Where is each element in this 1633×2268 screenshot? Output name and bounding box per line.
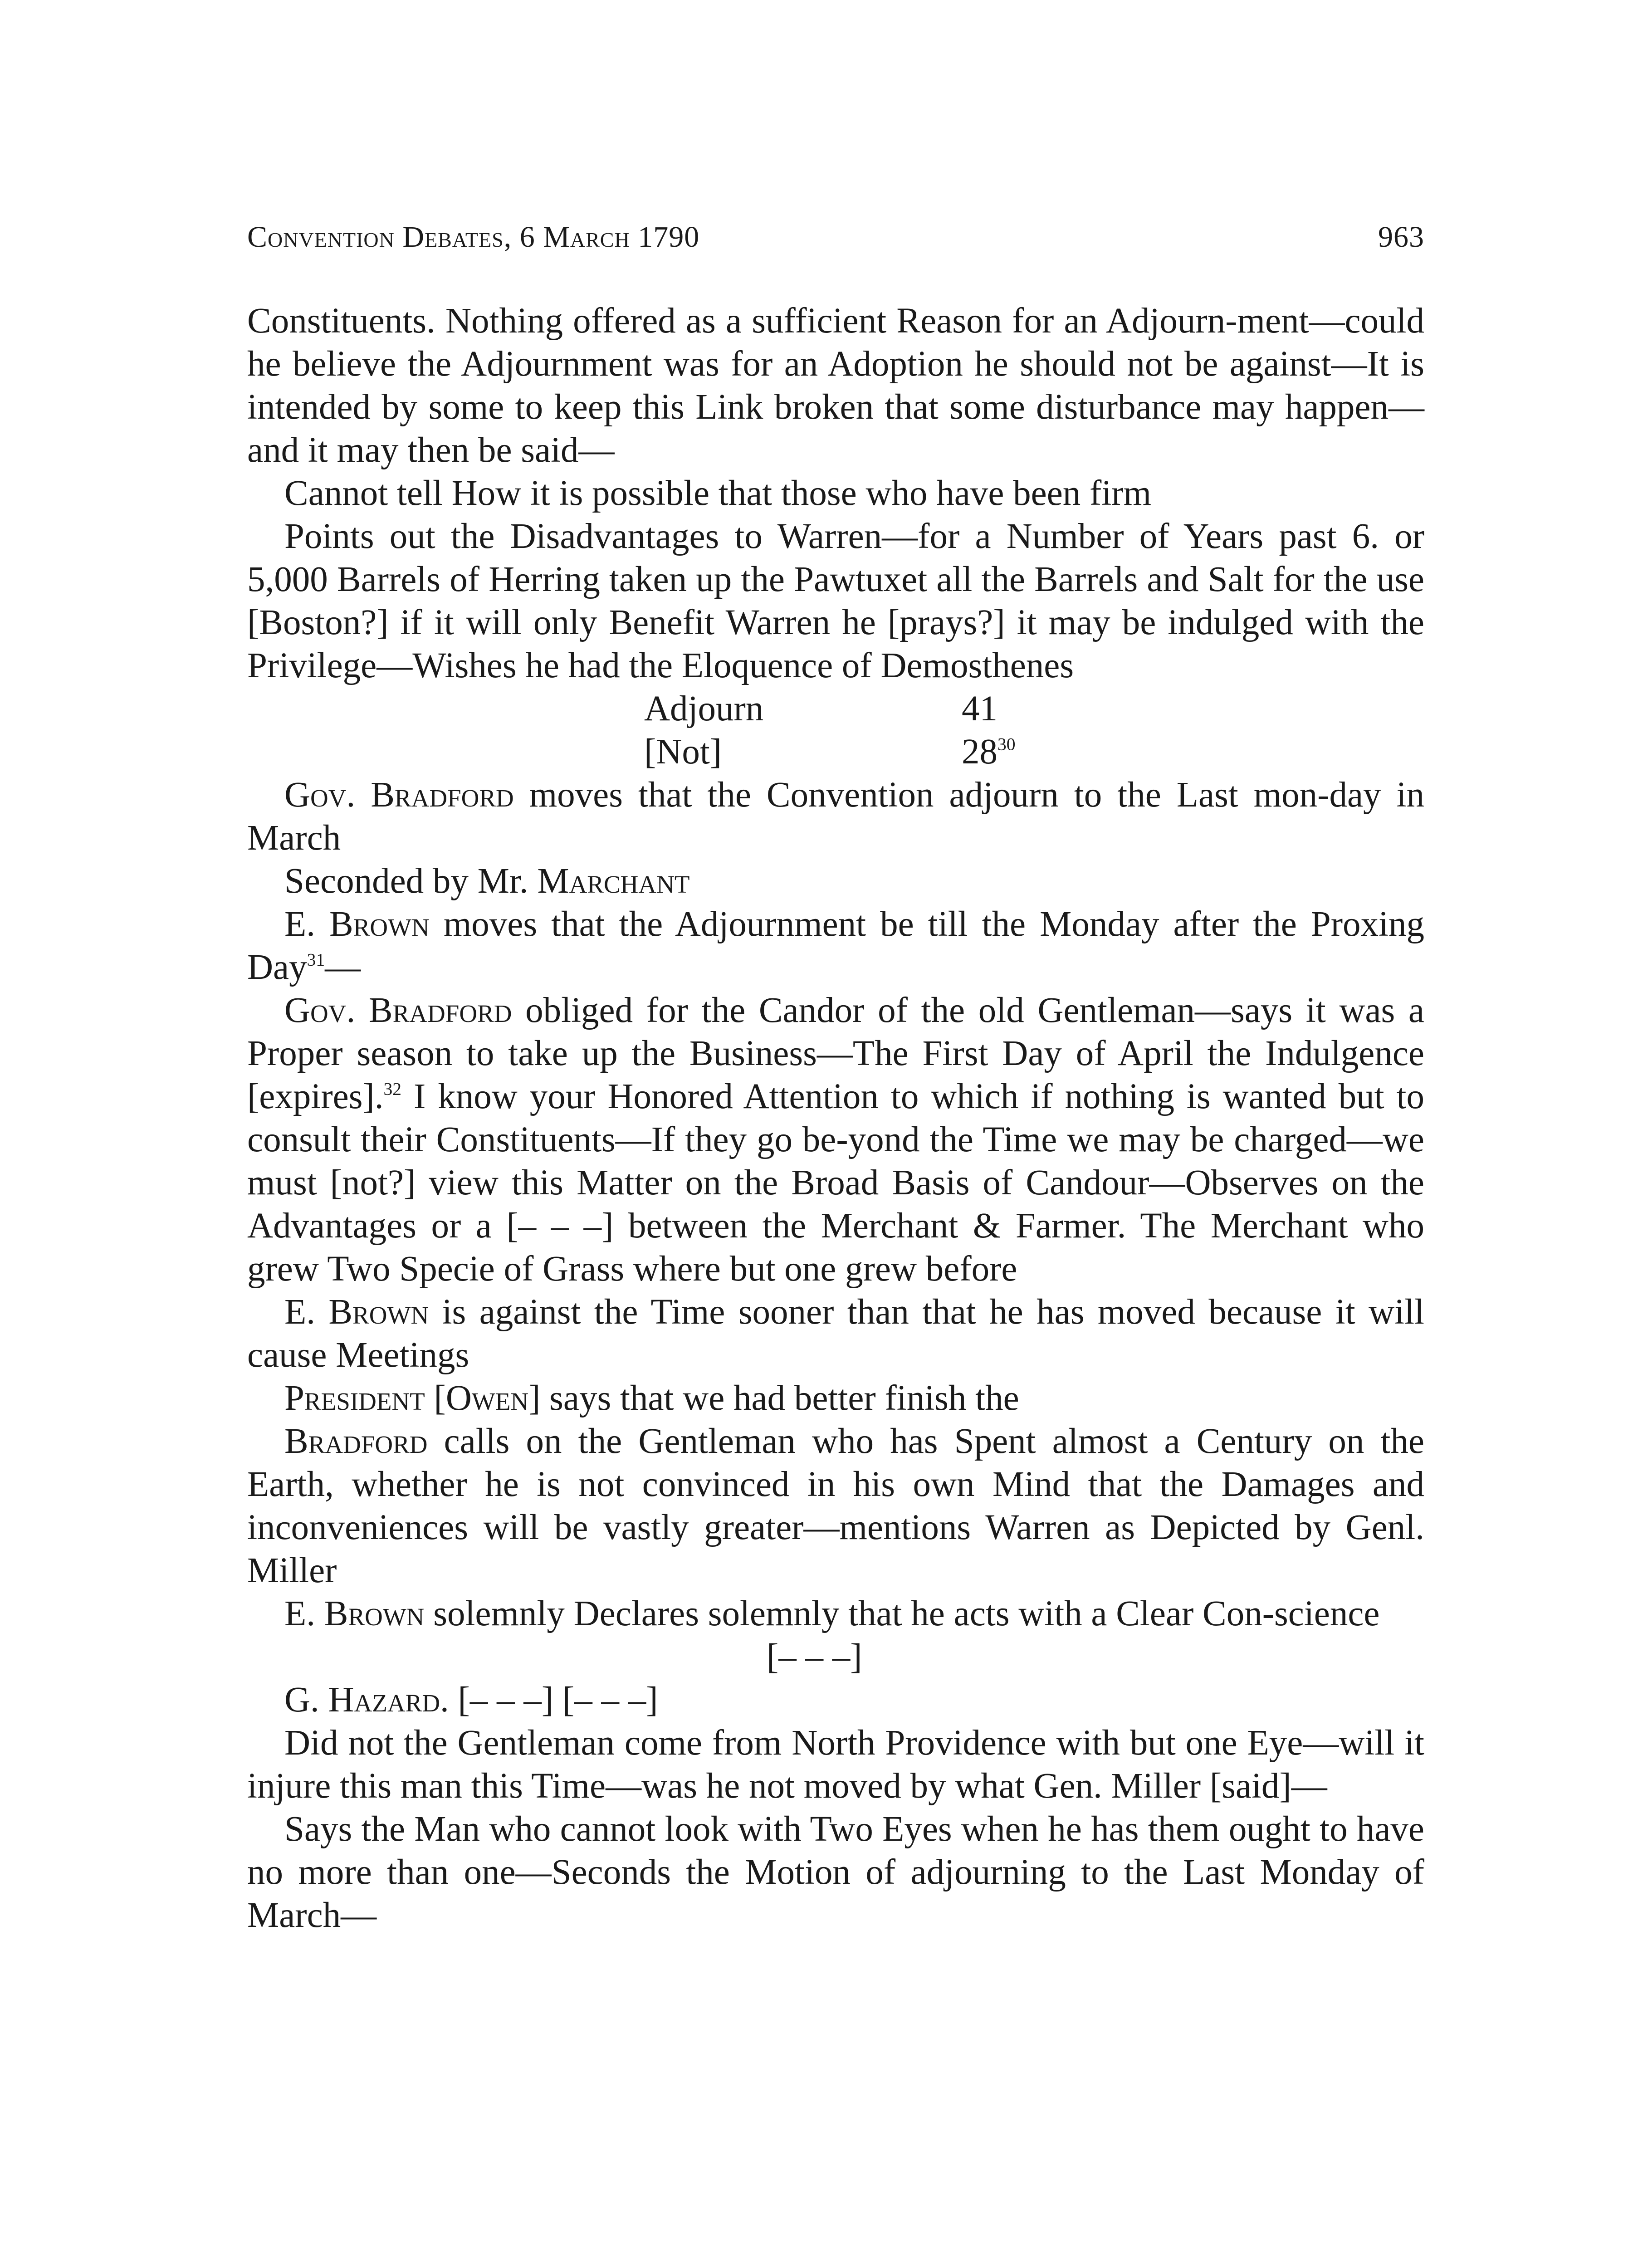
vote-count: 41 <box>962 689 997 728</box>
speaker-name: President <box>284 1378 425 1418</box>
footnote-ref: 32 <box>383 1079 401 1099</box>
paragraph: E. Brown is against the Time sooner than that he has moved because it will cause Meetings <box>247 1292 1424 1375</box>
paragraph: E. Brown moves that the Adjournment be till the Monday after the Proxing Day$^{31}$— <box>247 904 1424 987</box>
body-text <box>247 299 1424 1937</box>
paragraph: E. Brown solemnly Declares solemnly that he acts with a Clear Con-science <box>284 1594 1380 1633</box>
vote-row-not <box>247 730 1424 773</box>
paragraph: G. Hazard. [– – –] [– – –] <box>284 1680 658 1720</box>
speaker-name: G. Hazard. <box>284 1680 449 1720</box>
footnote-ref: 31 <box>307 949 325 970</box>
paragraph: Did not the Gentleman come from North Providence with but one Eye—will it injure this man this Time—was he not moved by what Gen. Miller [said]— <box>247 1723 1424 1806</box>
speaker-name: E. Brown <box>284 904 430 944</box>
gap-marker: [– – –] <box>767 1637 862 1677</box>
paragraph: Seconded by Mr. Marchant <box>284 861 690 901</box>
vote-row-adjourn <box>247 687 1424 730</box>
vote-count: $28^{30}$ <box>962 732 1016 772</box>
vote-label: [Not] <box>644 732 722 772</box>
paragraph: Constituents. Nothing offered as a sufficient Reason for an Adjourn-ment—could he believe the Adjournment was for an Adoption he should not be against—It is intended by some to keep this Link broken that some disturbance may happen—and it may then be said— <box>247 301 1424 470</box>
paragraph: President [Owen] says that we had better finish the <box>284 1378 1019 1418</box>
speaker-name: [Owen] <box>434 1378 541 1418</box>
speaker-name: E. Brown <box>284 1292 429 1332</box>
speaker-name: Marchant <box>537 861 690 901</box>
paragraph: Cannot tell How it is possible that those who have been firm <box>284 474 1152 513</box>
speaker-name: Gov. Bradford <box>284 775 514 815</box>
running-head <box>247 217 1424 258</box>
running-head-title: Convention Debates, 6 March 1790 <box>247 220 700 254</box>
paragraph: Gov. Bradford obliged for the Candor of the old Gentleman—says it was a Proper season to take up the Business—The First Day of April the Indulgence [expires].$^{32}$ I know your Honored Attention to which if nothing is wanted but to consult their Constituents—If they go be-yond the Time we may be charged—we must [not?] view this Matter on the Broad Basis of Candour—Observes on the Advantages or a [– – –] between the Merchant & Farmer. The Merchant who grew Two Specie of Grass where but one grew before <box>247 991 1424 1289</box>
speaker-name: Gov. Bradford <box>284 991 512 1030</box>
paragraph: Gov. Bradford moves that the Convention adjourn to the Last mon-day in March <box>247 775 1424 858</box>
paragraph: Says the Man who cannot look with Two Eyes when he has them ought to have no more than one—Seconds the Motion of adjourning to the Last Monday of March— <box>247 1809 1424 1935</box>
speaker-name: Bradford <box>284 1422 428 1461</box>
vote-label: Adjourn <box>644 689 764 728</box>
paragraph: Points out the Disadvantages to Warren—for a Number of Years past 6. or 5,000 Barrels of Herring taken up the Pawtuxet all the Barrels and Salt for the use [Boston?] if it will only Benefit Warren he [prays?] it may be indulged with the Privilege—Wishes he had the Eloquence of Demosthenes <box>247 517 1424 685</box>
footnote-ref: 30 <box>997 734 1016 754</box>
page-number: 963 <box>1378 220 1424 254</box>
paragraph: Bradford calls on the Gentleman who has Spent almost a Century on the Earth, whether he is not convinced in his own Mind that the Damages and inconveniences will be vastly greater—mentions Warren as Depicted by Genl. Miller <box>247 1422 1424 1590</box>
speaker-name: E. Brown <box>284 1594 425 1633</box>
